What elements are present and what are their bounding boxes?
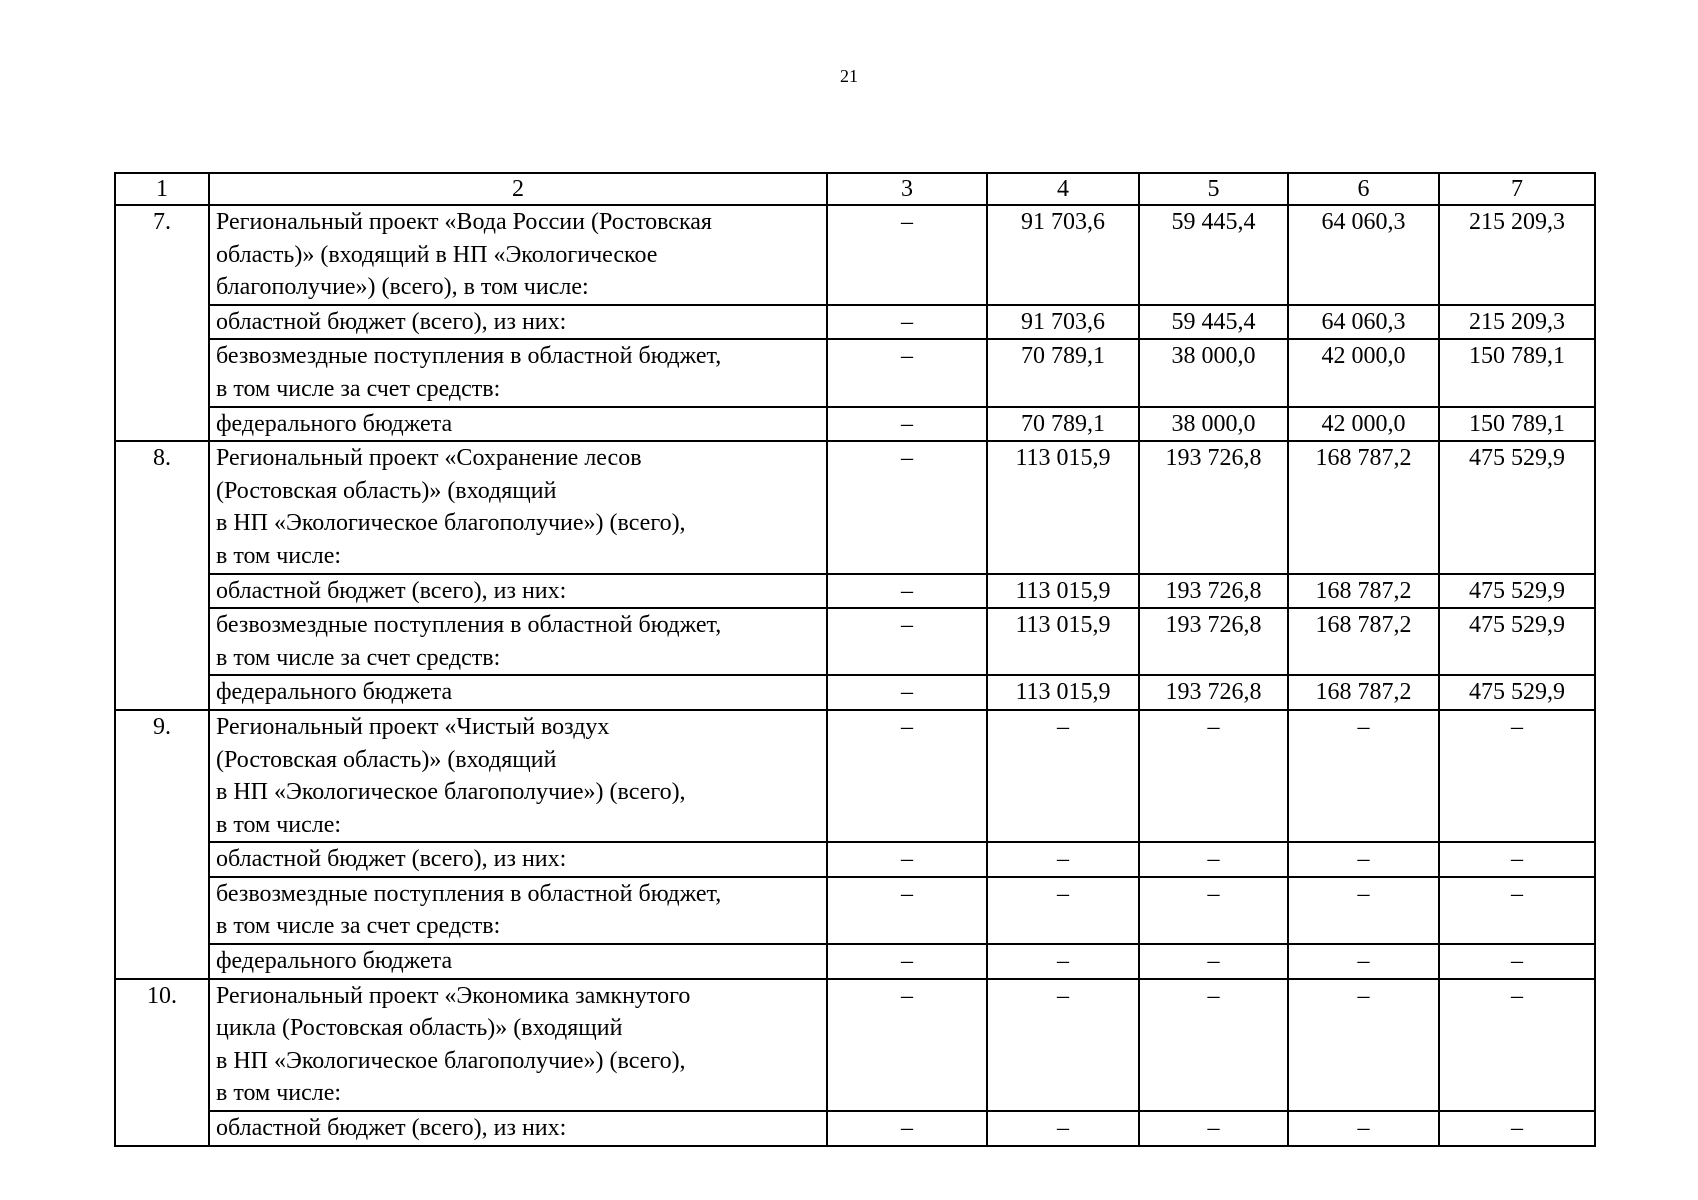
table-row [115,877,1595,944]
value-cell-col-6: – [1288,842,1439,877]
item-number: 7. [115,205,209,441]
row-label: Региональный проект «Экономика замкнутого цикла (Ростовская область)» (входящий в НП «Экологическое благополучие») (всего), в том числе: [209,979,827,1111]
row-label: безвозмездные поступления в областной бюджет, в том числе за счет средств: [209,339,827,406]
value-cell-col-5: – [1139,710,1288,842]
value-cell-col-5: 193 726,8 [1139,441,1288,573]
value-cell-col-4: – [987,842,1139,877]
value-cell-col-7: – [1439,842,1595,877]
value-cell-col-6: – [1288,710,1439,842]
value-cell-col-7: 475 529,9 [1439,574,1595,609]
value-cell-col-3: – [827,205,987,305]
value-cell-col-5: 193 726,8 [1139,608,1288,675]
value-cell-col-6: – [1288,877,1439,944]
value-cell-col-4: 113 015,9 [987,608,1139,675]
value-cell-col-5: – [1139,944,1288,979]
value-cell-col-4: – [987,877,1139,944]
table-row [115,944,1595,979]
table-row [115,1111,1595,1146]
value-cell-col-6: – [1288,944,1439,979]
value-cell-col-7: – [1439,710,1595,842]
column-header-6: 6 [1288,173,1439,205]
value-cell-col-5: – [1139,1111,1288,1146]
value-cell-col-5: 38 000,0 [1139,407,1288,442]
value-cell-col-4: – [987,1111,1139,1146]
value-cell-col-4: 70 789,1 [987,339,1139,406]
value-cell-col-3: – [827,1111,987,1146]
row-label: безвозмездные поступления в областной бюджет, в том числе за счет средств: [209,608,827,675]
value-cell-col-3: – [827,441,987,573]
row-label: федерального бюджета [209,675,827,710]
row-label: Региональный проект «Вода России (Ростовская область)» (входящий в НП «Экологическое благополучие») (всего), в том числе: [209,205,827,305]
column-header-1: 1 [115,173,209,205]
item-number: 8. [115,441,209,710]
value-cell-col-7: 150 789,1 [1439,407,1595,442]
item-number: 10. [115,979,209,1146]
value-cell-col-3: – [827,877,987,944]
table-row [115,608,1595,675]
table-row [115,979,1595,1111]
row-label: областной бюджет (всего), из них: [209,574,827,609]
value-cell-col-7: – [1439,1111,1595,1146]
table-row [115,339,1595,406]
value-cell-col-4: 113 015,9 [987,675,1139,710]
value-cell-col-4: – [987,979,1139,1111]
value-cell-col-6: 64 060,3 [1288,205,1439,305]
value-cell-col-3: – [827,710,987,842]
table-row [115,842,1595,877]
value-cell-col-5: – [1139,842,1288,877]
value-cell-col-4: 91 703,6 [987,305,1139,340]
value-cell-col-5: 59 445,4 [1139,205,1288,305]
value-cell-col-4: 70 789,1 [987,407,1139,442]
value-cell-col-4: – [987,710,1139,842]
column-header-4: 4 [987,173,1139,205]
value-cell-col-6: 168 787,2 [1288,608,1439,675]
table-row [115,675,1595,710]
table-row [115,205,1595,305]
value-cell-col-5: 193 726,8 [1139,675,1288,710]
row-label: Региональный проект «Чистый воздух (Ростовская область)» (входящий в НП «Экологическое благополучие») (всего), в том числе: [209,710,827,842]
page-number: 21 [840,66,858,86]
table-row [115,574,1595,609]
value-cell-col-3: – [827,842,987,877]
table-row [115,407,1595,442]
value-cell-col-7: – [1439,877,1595,944]
value-cell-col-7: 475 529,9 [1439,441,1595,573]
value-cell-col-3: – [827,979,987,1111]
value-cell-col-7: – [1439,979,1595,1111]
row-label: областной бюджет (всего), из них: [209,305,827,340]
row-label: областной бюджет (всего), из них: [209,842,827,877]
item-number: 9. [115,710,209,979]
value-cell-col-6: 42 000,0 [1288,339,1439,406]
value-cell-col-7: 475 529,9 [1439,608,1595,675]
value-cell-col-7: 215 209,3 [1439,205,1595,305]
budget-table [114,172,1596,1147]
row-label: областной бюджет (всего), из них: [209,1111,827,1146]
value-cell-col-5: 38 000,0 [1139,339,1288,406]
value-cell-col-7: 475 529,9 [1439,675,1595,710]
value-cell-col-3: – [827,407,987,442]
value-cell-col-3: – [827,675,987,710]
value-cell-col-6: 64 060,3 [1288,305,1439,340]
value-cell-col-6: 168 787,2 [1288,574,1439,609]
table-row [115,441,1595,573]
value-cell-col-4: – [987,944,1139,979]
column-number-header-row [115,173,1595,205]
value-cell-col-4: 113 015,9 [987,574,1139,609]
row-label: Региональный проект «Сохранение лесов (Ростовская область)» (входящий в НП «Экологическое благополучие») (всего), в том числе: [209,441,827,573]
value-cell-col-7: 215 209,3 [1439,305,1595,340]
value-cell-col-6: 42 000,0 [1288,407,1439,442]
value-cell-col-5: 59 445,4 [1139,305,1288,340]
column-header-2: 2 [209,173,827,205]
value-cell-col-6: – [1288,1111,1439,1146]
value-cell-col-5: – [1139,979,1288,1111]
value-cell-col-6: 168 787,2 [1288,441,1439,573]
row-label: федерального бюджета [209,944,827,979]
value-cell-col-3: – [827,305,987,340]
value-cell-col-3: – [827,608,987,675]
column-header-7: 7 [1439,173,1595,205]
value-cell-col-4: 91 703,6 [987,205,1139,305]
value-cell-col-3: – [827,944,987,979]
column-header-3: 3 [827,173,987,205]
value-cell-col-3: – [827,574,987,609]
value-cell-col-5: 193 726,8 [1139,574,1288,609]
value-cell-col-3: – [827,339,987,406]
value-cell-col-7: – [1439,944,1595,979]
table-body [115,173,1595,1146]
column-header-5: 5 [1139,173,1288,205]
table-row [115,710,1595,842]
value-cell-col-7: 150 789,1 [1439,339,1595,406]
value-cell-col-4: 113 015,9 [987,441,1139,573]
value-cell-col-6: 168 787,2 [1288,675,1439,710]
row-label: федерального бюджета [209,407,827,442]
table-row [115,305,1595,340]
row-label: безвозмездные поступления в областной бюджет, в том числе за счет средств: [209,877,827,944]
value-cell-col-6: – [1288,979,1439,1111]
value-cell-col-5: – [1139,877,1288,944]
